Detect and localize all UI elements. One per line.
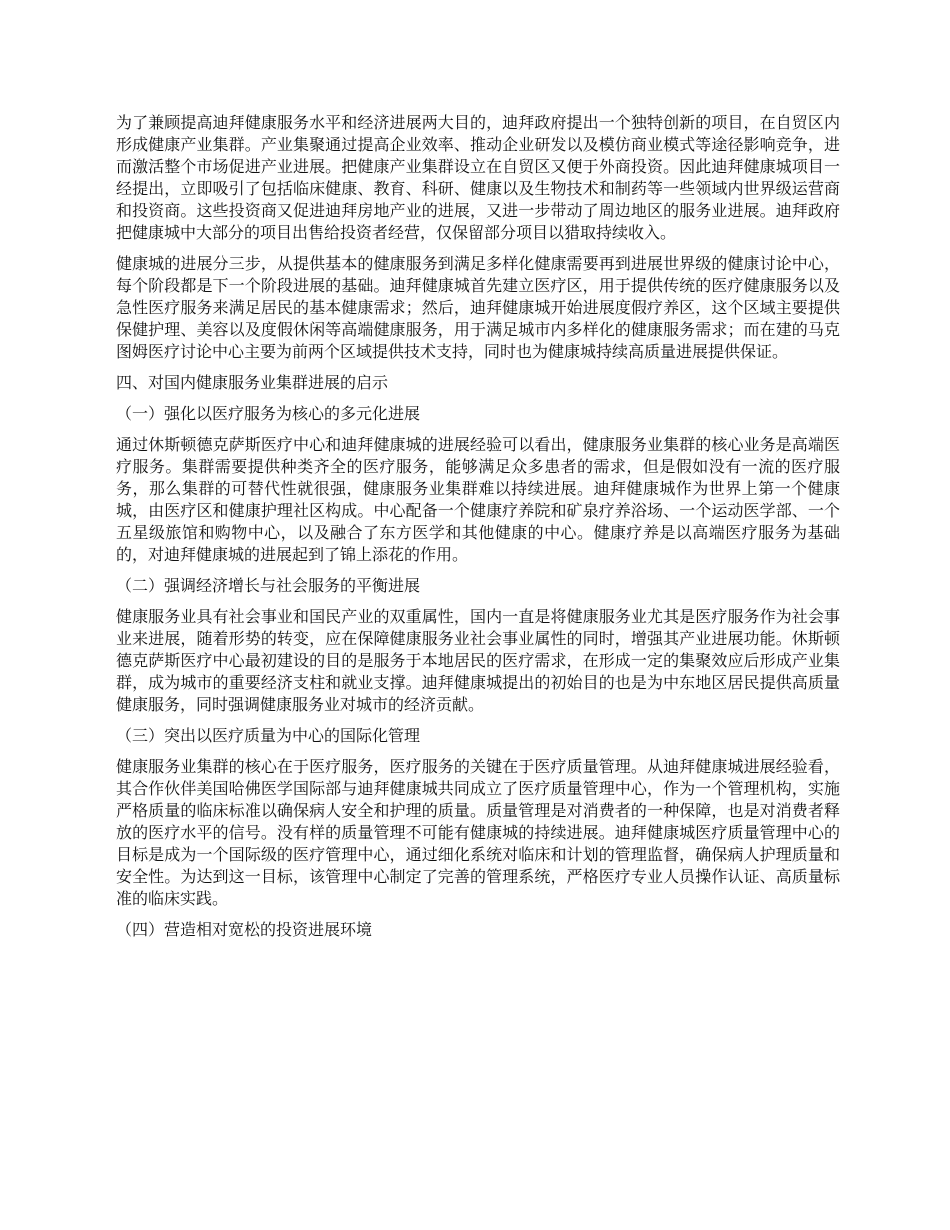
paragraph-quality-management: 健康服务业集群的核心在于医疗服务，医疗服务的关键在于医疗质量管理。从迪拜健康城进展经验看，其合作伙伴美国哈佛医学国际部与迪拜健康城共同成立了医疗质量管理中心，作为一个管理机构，实施严格质量的临床标准以确保病人安全和护理的质量。质量管理是对消费者的一种保障，也是对消费者释放的医疗水平的信号。没有样的质量管理不可能有健康城的持续进展。迪拜健康城医疗质量管理中心的目标是成为一个国际级的医疗管理中心，通过细化系统对临床和计划的管理监督，确保病人护理质量和安全性。为达到这一目标，该管理中心制定了完善的管理系统，严格医疗专业人员操作认证、高质量标准的临床实践。 — [116, 757, 840, 908]
document-page — [116, 112, 840, 950]
subheading-1: （一）强化以医疗服务为核心的多元化进展 — [116, 404, 421, 423]
paragraph-medical-core: 通过休斯顿德克萨斯医疗中心和迪拜健康城的进展经验可以看出，健康服务业集群的核心业务是高端医疗服务。集群需要提供种类齐全的医疗服务，能够满足众多患者的需求，但是假如没有一流的医疗服务，那么集群的可替代性就很强，健康服务业集群难以持续进展。迪拜健康城作为世界上第一个健康城，由医疗区和健康护理社区构成。中心配备一个健康疗养院和矿泉疗养浴场、一个运动医学部、一个五星级旅馆和购物中心，以及融合了东方医学和其他健康的中心。健康疗养是以高端医疗服务为基础的，对迪拜健康城的进展起到了锦上添花的作用。 — [116, 435, 840, 564]
subheading-3: （三）突出以医疗质量为中心的国际化管理 — [116, 726, 421, 745]
section-heading-4: 四、对国内健康服务业集群进展的启示 — [116, 373, 389, 392]
subheading-2: （二）强调经济增长与社会服务的平衡进展 — [116, 576, 421, 595]
paragraph-health-city-stages: 健康城的进展分三步，从提供基本的健康服务到满足多样化健康需要再到进展世界级的健康讨论中心，每个阶段都是下一个阶段进展的基础。迪拜健康城首先建立医疗区，用于提供传统的医疗健康服务以及急性医疗服务来满足居民的基本健康需求；然后，迪拜健康城开始进展度假疗养区，这个区域主要提供保健护理、美容以及度假休闲等高端健康服务，用于满足城市内多样化的健康服务需求；而在建的马克图姆医疗讨论中心主要为前两个区域提供技术支持，同时也为健康城持续高质量进展提供保证。 — [116, 254, 840, 361]
paragraph-dubai-health-cluster: 为了兼顾提高迪拜健康服务水平和经济进展两大目的，迪拜政府提出一个独特创新的项目，在自贸区内形成健康产业集群。产业集聚通过提高企业效率、推动企业研发以及模仿商业模式等途径影响竞争，进而激活整个市场促进产业进展。把健康产业集群设立在自贸区又便于外商投资。因此迪拜健康城项目一经提出，立即吸引了包括临床健康、教育、科研、健康以及生物技术和制药等一些领域内世界级运营商和投资商。这些投资商又促进迪拜房地产业的进展，又进一步带动了周边地区的服务业进展。迪拜政府把健康城中大部分的项目出售给投资者经营，仅保留部分项目以猎取持续收入。 — [116, 113, 840, 242]
paragraph-balance-development: 健康服务业具有社会事业和国民产业的双重属性，国内一直是将健康服务业尤其是医疗服务作为社会事业来进展，随着形势的转变，应在保障健康服务业社会事业属性的同时，增强其产业进展功能。休斯顿德克萨斯医疗中心最初建设的目的是服务于本地居民的医疗需求，在形成一定的集聚效应后形成产业集群，成为城市的重要经济支柱和就业支撑。迪拜健康城提出的初始目的也是为中东地区居民提供高质量健康服务，同时强调健康服务业对城市的经济贡献。 — [116, 607, 840, 714]
subheading-4: （四）营造相对宽松的投资进展环境 — [116, 920, 373, 939]
